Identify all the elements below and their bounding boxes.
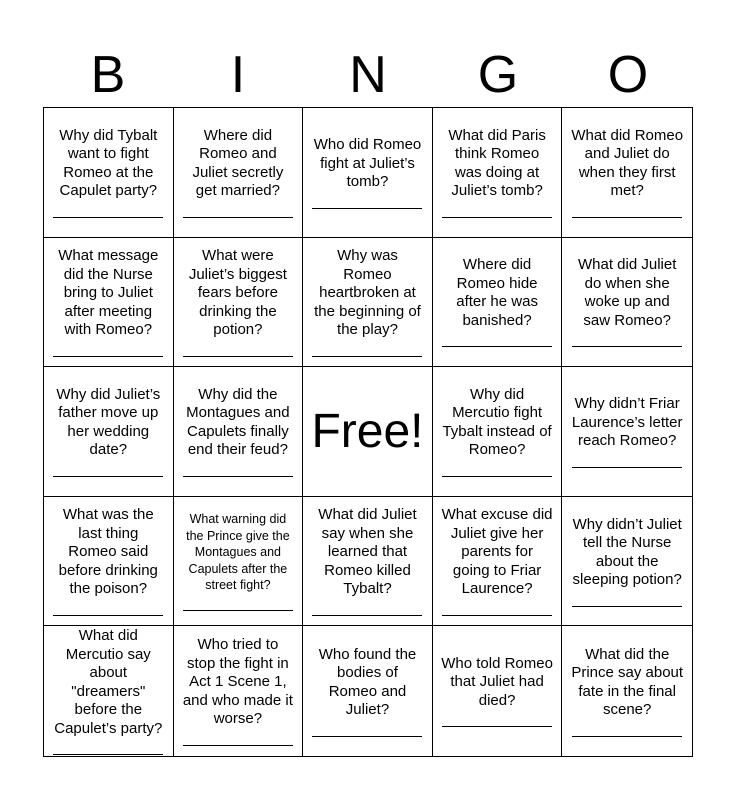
answer-line <box>312 736 422 737</box>
bingo-cell[interactable] <box>562 367 692 497</box>
answer-line <box>442 217 552 218</box>
answer-line <box>183 745 293 746</box>
question-text: What did Juliet say when she learned that Romeo killed Tybalt? <box>318 506 417 598</box>
question-text: What did the Prince say about fate in the final scene? <box>571 645 684 719</box>
answer-line <box>442 726 552 727</box>
answer-line <box>183 356 293 357</box>
header-letter-n: N <box>349 46 387 104</box>
bingo-header <box>43 44 693 106</box>
bingo-cell[interactable] <box>174 108 304 238</box>
answer-line <box>53 754 163 755</box>
answer-line <box>442 615 552 616</box>
bingo-cell[interactable] <box>562 626 692 756</box>
question-text: What did Paris think Romeo was doing at Juliet’s tomb? <box>448 126 546 200</box>
bingo-cell[interactable] <box>44 238 174 368</box>
bingo-cell[interactable] <box>433 626 563 756</box>
bingo-cell[interactable] <box>433 238 563 368</box>
question-text: What were Juliet’s biggest fears before drinking the potion? <box>188 247 287 339</box>
answer-line <box>312 208 422 209</box>
bingo-cell[interactable] <box>562 238 692 368</box>
header-letter-g: G <box>477 46 519 104</box>
bingo-cell[interactable] <box>562 497 692 627</box>
bingo-cell[interactable] <box>303 108 433 238</box>
answer-line <box>442 346 552 347</box>
question-text: What was the last thing Romeo said before drinking the poison? <box>58 506 158 598</box>
header-letter-i: I <box>230 46 246 104</box>
answer-line <box>572 467 682 468</box>
answer-line <box>53 615 163 616</box>
bingo-cell[interactable] <box>433 108 563 238</box>
bingo-cell[interactable] <box>174 497 304 627</box>
answer-line <box>53 476 163 477</box>
bingo-cell[interactable] <box>174 367 304 497</box>
question-text: Why did Mercutio fight Tybalt instead of Romeo? <box>442 385 552 459</box>
question-text: What did Mercutio say about "dreamers" before the Capulet’s party? <box>54 627 163 737</box>
question-text: What warning did the Prince give the Montagues and Capulets after the street fight? <box>186 512 290 593</box>
bingo-cell[interactable] <box>303 238 433 368</box>
question-text: What message did the Nurse bring to Juliet after meeting with Romeo? <box>58 247 159 339</box>
question-text: Who did Romeo fight at Juliet’s tomb? <box>313 136 422 191</box>
bingo-cell[interactable] <box>562 108 692 238</box>
question-text: What did Romeo and Juliet do when they first met? <box>571 126 684 200</box>
answer-line <box>312 356 422 357</box>
bingo-cell[interactable] <box>433 497 563 627</box>
question-text: Why didn’t Friar Laurence’s letter reach Romeo? <box>571 395 683 450</box>
question-text: What did Juliet do when she woke up and saw Romeo? <box>577 256 677 329</box>
bingo-cell[interactable] <box>44 497 174 627</box>
bingo-cell[interactable] <box>44 626 174 756</box>
header-letter-b: B <box>90 46 126 104</box>
bingo-cell[interactable] <box>174 238 304 368</box>
question-text: Who told Romeo that Juliet had died? <box>441 654 553 709</box>
bingo-cell[interactable] <box>174 626 304 756</box>
answer-line <box>572 217 682 218</box>
bingo-cell[interactable] <box>303 626 433 756</box>
answer-line <box>183 476 293 477</box>
answer-line <box>183 610 293 611</box>
question-text: What excuse did Juliet give her parents for going to Friar Laurence? <box>441 506 553 598</box>
answer-line <box>442 476 552 477</box>
question-text: Why was Romeo heartbroken at the beginning of the play? <box>314 247 421 339</box>
answer-line <box>53 356 163 357</box>
bingo-cell[interactable] <box>44 108 174 238</box>
question-text: Why did Juliet’s father move up her wedding date? <box>56 385 161 459</box>
question-text: Where did Romeo hide after he was banished? <box>456 256 538 329</box>
free-space-cell[interactable] <box>303 367 433 497</box>
bingo-card-grid <box>43 107 693 757</box>
question-text: Where did Romeo and Juliet secretly get married? <box>192 126 284 200</box>
question-text: Who found the bodies of Romeo and Juliet? <box>318 645 417 719</box>
bingo-cell[interactable] <box>44 367 174 497</box>
question-text: Who tried to stop the fight in Act 1 Scene 1, and who made it worse? <box>182 636 293 728</box>
answer-line <box>572 606 682 607</box>
free-space-label: Free! <box>311 404 424 458</box>
question-text: Why did Tybalt want to fight Romeo at the Capulet party? <box>59 126 158 200</box>
bingo-cell[interactable] <box>303 497 433 627</box>
question-text: Why didn’t Juliet tell the Nurse about the sleeping potion? <box>572 515 682 589</box>
answer-line <box>183 217 293 218</box>
answer-line <box>572 736 682 737</box>
bingo-cell[interactable] <box>433 367 563 497</box>
question-text: Why did the Montagues and Capulets finally end their feud? <box>186 385 290 459</box>
answer-line <box>53 217 163 218</box>
answer-line <box>572 346 682 347</box>
answer-line <box>312 615 422 616</box>
header-letter-o: O <box>607 46 649 104</box>
